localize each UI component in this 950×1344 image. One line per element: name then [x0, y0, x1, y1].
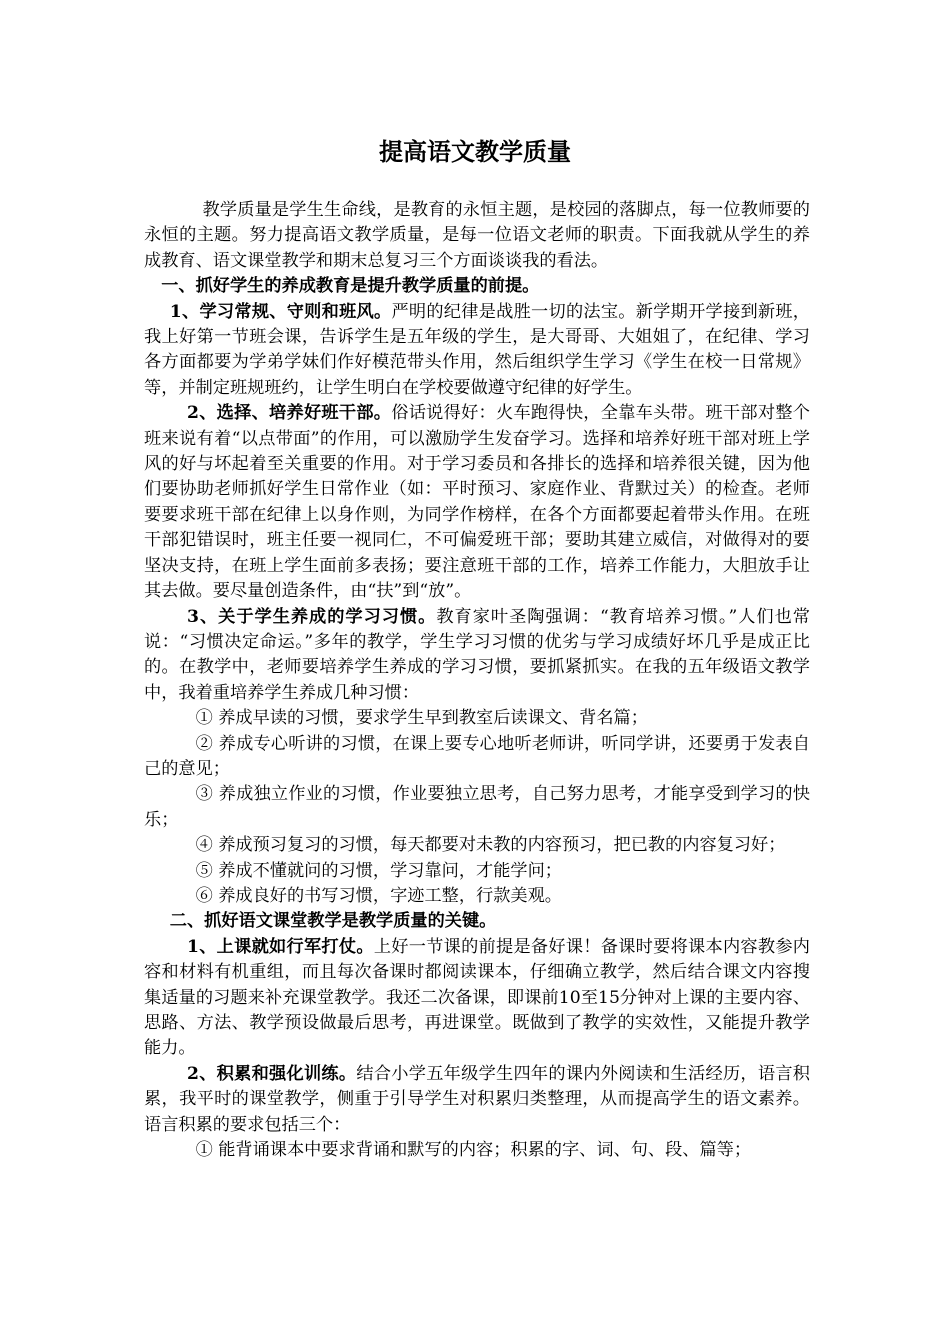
list-item: ③ 养成独立作业的习惯，作业要独立思考，自己努力思考，才能享受到学习的快乐；	[144, 784, 810, 830]
section2-paragraph-2	[144, 1062, 810, 1138]
paragraph-heading: 1、学习常规、守则和班风。	[169, 301, 392, 322]
section1-heading: 一、抓好学生的养成教育是提升教学质量的前提。	[161, 276, 540, 297]
paragraph-text: 结合小学五年级学生四年的课内外阅读和生活经历，语言积累，我平时的课堂教学，侧重于引导学生对积累归类整理，从而提高学生的语文素养。语言积累的要求包括三个：	[144, 1063, 810, 1135]
paragraph-text: 俗话说得好：火车跑得快，全靠车头带。班干部对整个班来说有着“以点带面”的作用，可以激励学生发奋学习。选择和培养好班干部对班上学风的好与坏起着至关重要的作用。对于学习委员和各排长的选择和培养很关键，因为他们要协助老师抓好学生日常作业（如：平时预习、家庭作业、背默过关）的检查。老师要要求班干部在纪律上以身作则，为同学作榜样，在各个方面都要起着带头作用。在班干部犯错误时，班主任要一视同仁，不可偏爱班干部；要助其建立威信，对做得对的要坚决支持，在班上学生面前多表扬；要注意班干部的工作，培养工作能力，大胆放手让其去做。要尽量创造条件，由“扶”到“放”。	[144, 403, 810, 602]
page-title: 提高语文教学质量	[379, 138, 571, 166]
paragraph-heading: 1、上课就如行军打仗。	[187, 936, 374, 957]
list-item: ⑤ 养成不懂就问的习惯，学习靠问，才能学问；	[195, 860, 562, 881]
paragraph-text: 上好一节课的前提是备好课！备课时要将课本内容教参内容和材料有机重组，而且每次备课时都阅读课本，仔细确立教学，然后结合课文内容搜集适量的习题来补充课堂教学。我还二次备课，即课前10至15分钟对上课的主要内容、思路、方法、教学预设做最后思考，再进课堂。既做到了教学的实效性，又能提升教学能力。	[144, 936, 810, 1059]
paragraph-heading: 2、积累和强化训练。	[187, 1063, 357, 1084]
document-body	[144, 198, 810, 1163]
paragraph-text: 教育家叶圣陶强调：“教育培养习惯。”人们也常说：“习惯决定命运。”多年的教学，学生学习习惯的优劣与学习成绩好坏几乎是成正比的。在教学中，老师要培养学生养成的学习习惯，要抓紧抓实。在我的五年级语文教学中，我着重培养学生养成几种习惯：	[144, 606, 810, 703]
list-item: ② 养成专心听讲的习惯，在课上要专心地听老师讲，听同学讲，还要勇于发表自己的意见；	[144, 733, 810, 779]
habits-list	[144, 706, 810, 909]
paragraph-heading: 3、关于学生养成的学习习惯。	[187, 606, 437, 627]
list-item: ④ 养成预习复习的习惯，每天都要对未教的内容预习，把已教的内容复习好；	[195, 835, 786, 856]
paragraph-heading: 2、选择、培养好班干部。	[187, 403, 392, 424]
list-item: ⑥ 养成良好的书写习惯，字迹工整，行款美观。	[195, 885, 562, 906]
list-item: ① 能背诵课本中要求背诵和默写的内容；积累的字、词、句、段、篇等；	[195, 1140, 752, 1161]
intro-paragraph: 教学质量是学生生命线，是教育的永恒主题，是校园的落脚点，每一位教师要的永恒的主题。努力提高语文教学质量，是每一位语文老师的职责。下面我就从学生的养成教育、语文课堂教学和期末总复习三个方面谈谈我的看法。	[144, 200, 810, 271]
section2-paragraph-1	[144, 935, 810, 1062]
section2-heading: 二、抓好语文课堂教学是教学质量的关键。	[169, 911, 497, 932]
section1-paragraph-1	[144, 300, 810, 402]
section1-paragraph-3	[144, 605, 810, 707]
section1-paragraph-2	[144, 401, 810, 604]
paragraph-text: 严明的纪律是战胜一切的法宝。新学期开学接到新班，我上好第一节班会课，告诉学生是五年级的学生，是大哥哥、大姐姐了，在纪律、学习各方面都要为学弟学妹们作好模范带头作用，然后组织学生学习《学生在校一日常规》等，并制定班规班约，让学生明白在学校要做遵守纪律的好学生。	[144, 301, 810, 398]
list-item: ① 养成早读的习惯，要求学生早到教室后读课文、背名篇；	[195, 708, 648, 729]
accumulation-list	[144, 1138, 810, 1163]
